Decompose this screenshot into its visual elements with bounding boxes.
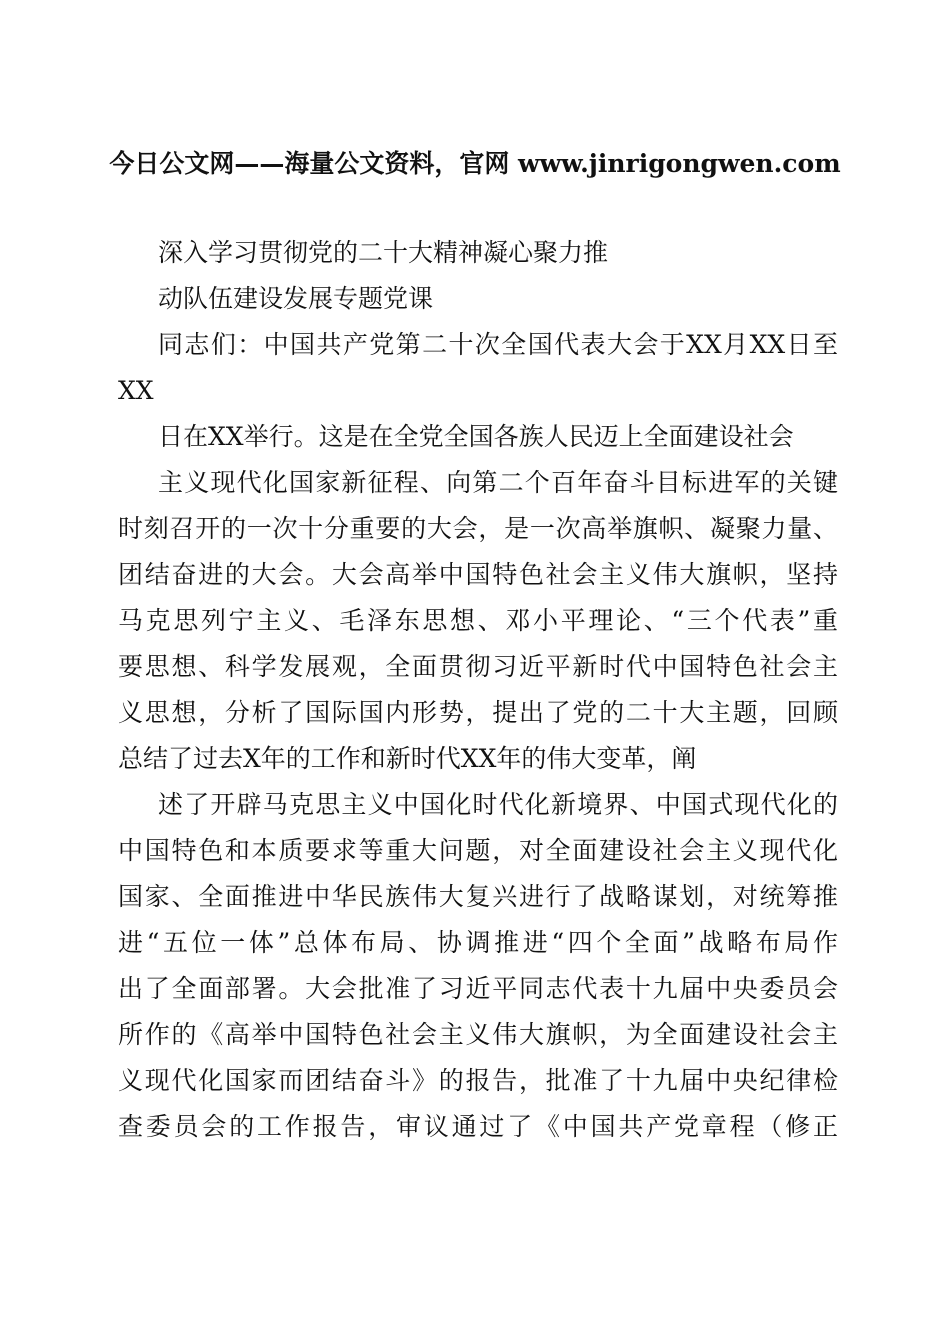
- paragraph-line: 要思想、科学发展观，全面贯彻习近平新时代中国特色社会主: [118, 652, 838, 681]
- paragraph-line: 日在XX举行。这是在全党全国各族人民迈上全面建设社会: [158, 422, 794, 451]
- paragraph-line: 马克思列宁主义、毛泽东思想、邓小平理论、“三个代表”重: [118, 606, 838, 635]
- paragraph-line: 中国特色和本质要求等重大问题，对全面建设社会主义现代化: [118, 836, 838, 865]
- document-title-line-1: 深入学习贯彻党的二十大精神凝心聚力推: [158, 238, 609, 267]
- paragraph-line: 同志们：中国共产党第二十次全国代表大会于XX月XX日至: [158, 330, 838, 359]
- paragraph-line: 主义现代化国家新征程、向第二个百年奋斗目标进军的关键: [158, 468, 838, 497]
- paragraph-line: 述了开辟马克思主义中国化时代化新境界、中国式现代化的: [158, 790, 838, 819]
- paragraph-line: 所作的《高举中国特色社会主义伟大旗帜，为全面建设社会主: [118, 1020, 838, 1049]
- paragraph-line: 查委员会的工作报告，审议通过了《中国共产党章程（修正: [118, 1112, 838, 1141]
- paragraph-line: 义思想，分析了国际国内形势，提出了党的二十大主题，回顾: [118, 698, 838, 727]
- paragraph-line: 进“五位一体”总体布局、协调推进“四个全面”战略布局作: [118, 928, 838, 957]
- paragraph-line: XX: [118, 376, 154, 405]
- paragraph-line: 时刻召开的一次十分重要的大会，是一次高举旗帜、凝聚力量、: [118, 514, 838, 543]
- paragraph-line: 总结了过去X年的工作和新时代XX年的伟大变革，阐: [118, 744, 697, 773]
- paragraph-line: 出了全面部署。大会批准了习近平同志代表十九届中央委员会: [118, 974, 838, 1003]
- website-header: 今日公文网——海量公文资料，官网 www.jinrigongwen.com: [109, 149, 841, 178]
- document-body: [118, 230, 838, 1150]
- document-title-line-2: 动队伍建设发展专题党课: [158, 284, 434, 313]
- paragraph-line: 义现代化国家而团结奋斗》的报告，批准了十九届中央纪律检: [118, 1066, 838, 1095]
- paragraph-line: 团结奋进的大会。大会高举中国特色社会主义伟大旗帜，坚持: [118, 560, 838, 589]
- paragraph-line: 国家、全面推进中华民族伟大复兴进行了战略谋划，对统筹推: [118, 882, 838, 911]
